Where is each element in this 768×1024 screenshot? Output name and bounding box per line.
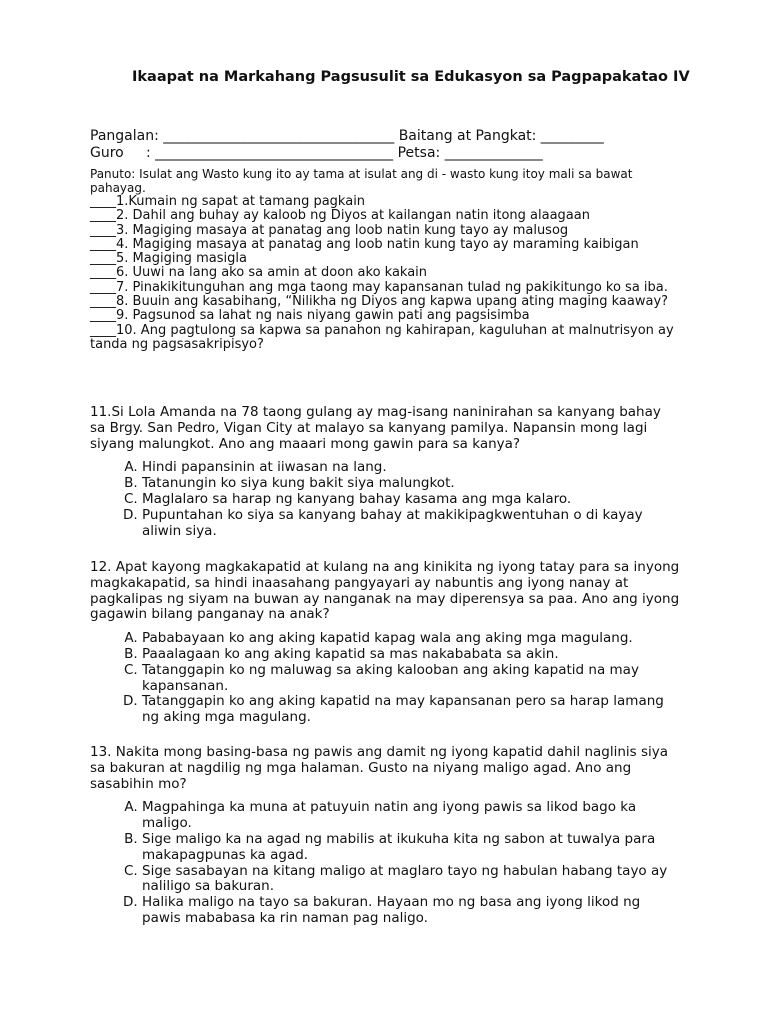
teacher-date-row: Guro : __________________________________ Petsa: ______________ bbox=[90, 145, 543, 161]
question-13-stem: 13. Nakita mong basing-basa ng pawis ang damit ng iyong kapatid dahil naglinis siya sa bakuran at nagdilig ng mga halaman. Gusto na niyang maligo agad. Ano ang sasabihin mo? bbox=[90, 744, 669, 792]
item-7: ____7. Pinakikitunguhan ang mga taong may kapansanan tulad ng pakikitungo ko sa iba. bbox=[90, 279, 668, 295]
item-10: ____10. Ang pagtulong sa kapwa sa panahon ng kahirapan, kaguluhan at malnutrisyon ay tanda ng pagsasakripisyo? bbox=[90, 322, 674, 352]
true-false-items bbox=[90, 195, 680, 352]
question-13-choice-b: B. Sige maligo ka na agad ng mabilis at ikukuha kita ng sabon at tuwalya para makapagpunas ka agad. bbox=[142, 832, 680, 864]
item-9: ____9. Pagsunod sa lahat ng nais niyang gawin pati ang pagsisimba bbox=[90, 308, 530, 324]
question-11 bbox=[90, 405, 680, 539]
name-grade-row: Pangalan: _________________________________ Baitang at Pangkat: _________ bbox=[90, 128, 604, 144]
question-12-choice-c: C. Tatanggapin ko ng maluwag sa aking kalooban ang aking kapatid na may kapansanan. bbox=[142, 663, 680, 695]
question-13-choices bbox=[90, 800, 680, 926]
item-6: ____6. Uuwi na lang ako sa amin at doon ako kakain bbox=[90, 265, 428, 281]
question-12-stem: 12. Apat kayong magkakapatid at kulang na ang kinikita ng iyong tatay para sa inyong magkakapatid, sa hindi inaasahang pangyayari ay nabuntis ang iyong nanay at pagkalipas ng siyam na buwan ay nanganak na may diperensya sa paa. Ano ang iyong gagawin bilang panganay na anak? bbox=[90, 559, 680, 623]
question-11-choice-d: D. Pupuntahan ko siya sa kanyang bahay at makikipagkwentuhan o di kayay aliwin siya. bbox=[142, 508, 680, 540]
question-13 bbox=[90, 745, 680, 927]
exam-title: Ikaapat na Markahang Pagsusulit sa Edukasyon sa Pagpapakatao IV bbox=[132, 69, 690, 85]
instructions: Panuto: Isulat ang Wasto kung ito ay tama at isulat ang di - wasto kung itoy mali sa bawat pahayag. bbox=[90, 167, 633, 195]
question-12-choice-a: A. Pababayaan ko ang aking kapatid kapag wala ang aking mga magulang. bbox=[142, 631, 680, 647]
question-11-choice-a: A. Hindi papansinin at iiwasan na lang. bbox=[142, 460, 680, 476]
question-11-choice-b: B. Tatanungin ko siya kung bakit siya malungkot. bbox=[142, 476, 680, 492]
item-3: ____3. Magiging masaya at panatag ang loob natin kung tayo ay malusog bbox=[90, 222, 569, 238]
student-info-fields bbox=[90, 128, 690, 162]
question-13-choice-d: D. Halika maligo na tayo sa bakuran. Hayaan mo ng basa ang iyong likod ng pawis mababasa ka rin naman pag naligo. bbox=[142, 895, 680, 927]
question-12-choice-b: B. Paaalagaan ko ang aking kapatid sa mas nakababata sa akin. bbox=[142, 647, 680, 663]
question-13-choice-a: A. Magpahinga ka muna at patuyuin natin ang iyong pawis sa likod bago ka maligo. bbox=[142, 800, 680, 832]
item-8: ____8. Buuin ang kasabihang, “Nilikha ng Diyos ang kapwa upang ating maging kaaway? bbox=[90, 294, 669, 310]
item-2: ____2. Dahil ang buhay ay kaloob ng Diyos at kailangan natin itong alaagaan bbox=[90, 208, 590, 224]
item-1: ____1.Kumain ng sapat at tamang pagkain bbox=[90, 194, 366, 209]
question-12-choices bbox=[90, 631, 680, 726]
question-13-choice-c: C. Sige sasabayan na kitang maligo at maglaro tayo ng habulan habang tayo ay naliligo sa bakuran. bbox=[142, 864, 680, 896]
question-12-choice-d: D. Tatanggapin ko ang aking kapatid na may kapansanan pero sa harap lamang ng aking mga magulang. bbox=[142, 694, 680, 726]
question-11-stem: 11.Si Lola Amanda na 78 taong gulang ay mag-isang naninirahan sa kanyang bahay sa Brgy. San Pedro, Vigan City at malayo sa kanyang pamilya. Napansin mong lagi siyang malungkot. Ano ang maaari mong gawin para sa kanya? bbox=[90, 404, 661, 452]
question-11-choices bbox=[90, 460, 680, 539]
item-4: ____4. Magiging masaya at panatag ang loob natin kung tayo ay maraming kaibigan bbox=[90, 236, 639, 252]
item-5: ____5. Magiging masigla bbox=[90, 251, 247, 267]
question-11-choice-c: C. Maglalaro sa harap ng kanyang bahay kasama ang mga kalaro. bbox=[142, 492, 680, 508]
question-12 bbox=[90, 560, 680, 726]
